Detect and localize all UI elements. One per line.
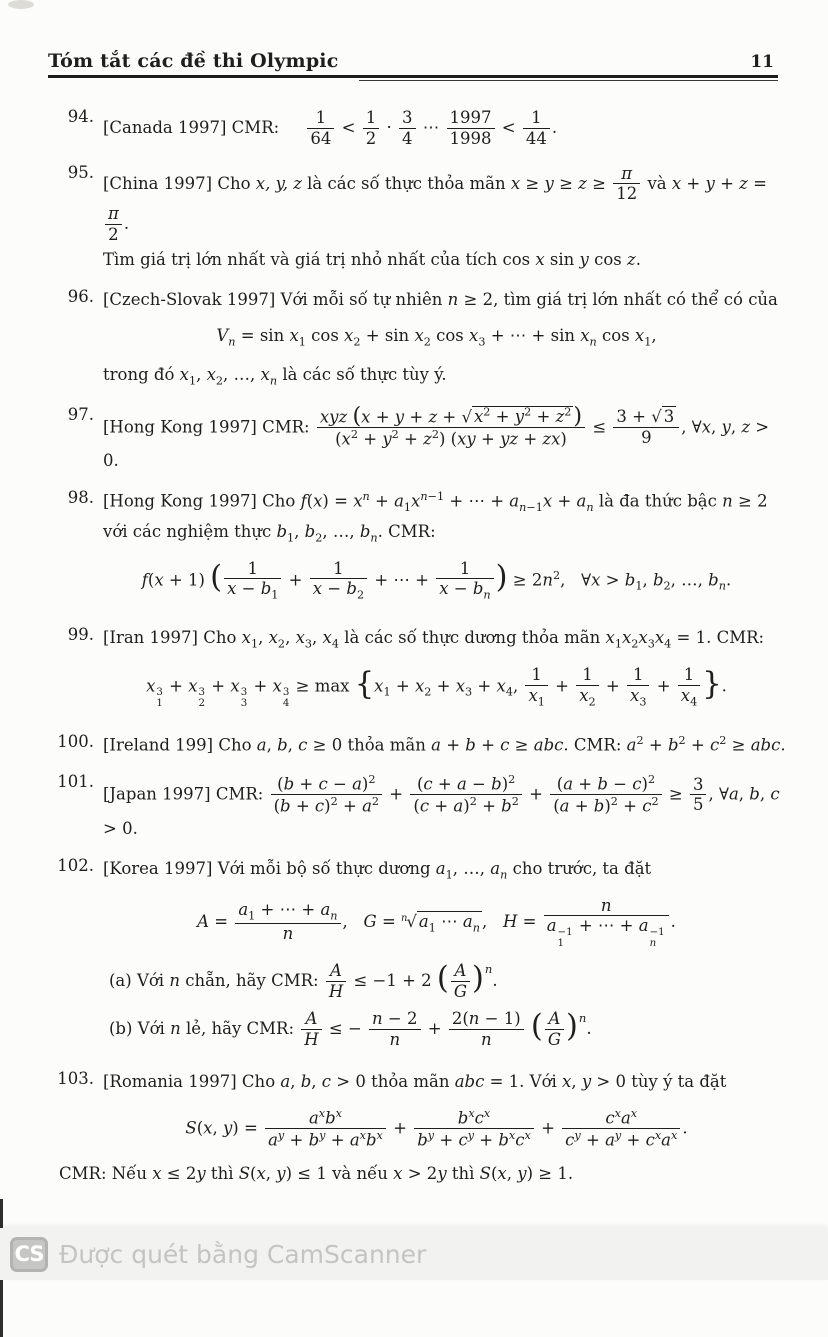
problem-number: 101.	[57, 772, 94, 792]
problem-97	[48, 403, 788, 477]
paragraph: (b) Với n lẻ, hãy CMR: $\frac{A}{H}$ ≤ − $\frac{n - 2}{n}$ + $\frac{2(n - 1)}{n}$ ( $\frac{A}{G}$ )$^n$.	[109, 1009, 592, 1050]
paragraph: [Canada 1997] CMR: $\frac{1}{64}$ < $\frac{1}{2}$ · $\frac{3}{4}$ ⋯ $\frac{1997}{1998}$ < $\frac{1}{44}$ .	[103, 108, 558, 148]
display-formula: $V_n = \sin x_1$ $\cos x_2 + \sin x_2$ $\cos x_3$ + ⋯ + $\sin x_n$ $\cos x_1$,	[216, 326, 657, 349]
problem-number: 100.	[57, 731, 94, 751]
camscanner-bar	[0, 1228, 828, 1280]
problem-body	[103, 854, 788, 1058]
display-formula: x 3 1 + x 3 2 + x 3 3 + x 3 4 ≥ $\max \{x_1 + x_2 + x_3 + x_4$, $\frac{1}{x_1}$ + $\frac{1}{x_2}$ + $\frac{1}{x_3}$ + $\frac{1}{x_4}$ }.	[146, 665, 727, 709]
paragraph: [Ireland 199] Cho a, b, c ≥ 0 thỏa mãn a + b + c ≥ abc. CMR: $a^2 + b^2 + c^2$ ≥ abc.	[103, 733, 786, 755]
problem-101	[48, 770, 788, 844]
paragraph: [Romania 1997] Cho a, b, c > 0 thỏa mãn abc = 1. Với x, y > 0 tùy ý ta đặt	[103, 1071, 727, 1091]
paragraph: trong đó $x_1$, $x_2$, …, $x_n$ là các số thực tùy ý.	[103, 365, 447, 388]
problem-number: 102.	[57, 855, 94, 875]
paragraph: [Korea 1997] Với mỗi bộ số thực dương $a_1$, …, $a_n$ cho trước, ta đặt	[103, 858, 652, 881]
problem-98	[48, 486, 788, 614]
paragraph: CMR: Nếu x ≤ 2y thì S(x, y) ≤ 1 và nếu x > 2y thì S(x, y) ≥ 1.	[59, 1164, 574, 1184]
problem-95	[48, 161, 788, 276]
running-title: Tóm tắt các đề thi Olympic	[48, 50, 339, 72]
paragraph: [Hong Kong 1997] Cho $f(x) = x^n + a_1x^{n-1}$ + ⋯ + $a_{n-1}x + a_n$ là đa thức bậc n ≥ 2	[103, 489, 768, 514]
problem-100	[48, 730, 788, 761]
header-rule	[48, 75, 778, 78]
camscanner-logo-icon: CS	[10, 1237, 48, 1272]
problem-body	[103, 403, 788, 477]
display-formula: A = $\frac{a_1 + \cdots + a_n}{n}$ , G = $^n$√ $a_1$ ⋯ $a_n$ , H = n a −1 1 + ⋯ + a −1 n .	[197, 895, 676, 949]
problem-99	[48, 623, 788, 721]
paragraph: [China 1997] Cho x, y, z là các số thực thỏa mãn x ≥ y ≥ z ≥ $\frac{\pi}{12}$ và x + y + z = $\frac{\pi}{2}$ .	[103, 163, 767, 244]
problem-number: 95.	[67, 162, 94, 182]
problem-number: 103.	[57, 1068, 94, 1088]
display-formula: S(x, y) = $a^xb^x$ $a^y + b^y + a^xb^x$ + $b^xc^x$ $b^y + c^y + b^xc^x$ + $c^xa^x$ $c^y + a^y + c^xa^x$ .	[185, 1106, 688, 1150]
problem-number: 96.	[67, 286, 94, 306]
problem-103	[48, 1067, 788, 1190]
paragraph: (a) Với n chẵn, hãy CMR: $\frac{A}{H}$ ≤ −1 + 2 ( $\frac{A}{G}$ )$^n$.	[109, 960, 498, 1001]
problem-number: 97.	[67, 404, 94, 424]
paragraph: Tìm giá trị lớn nhất và giá trị nhỏ nhất của tích cos x sin y cos z.	[103, 249, 641, 269]
problem-body	[103, 486, 788, 614]
display-formula: f(x + 1) ( $\frac{1}{x - b_1}$ + $\frac{1}{x - b_2}$ + ⋯ + $\frac{1}{x - b_n}$ ) ≥ $2n^2$, ∀x > $b_1$, $b_2$, …, $b_n$.	[141, 558, 732, 602]
problems	[48, 105, 788, 1190]
problem-body	[103, 105, 788, 152]
problem-body	[103, 161, 788, 276]
scan-smudge	[8, 0, 34, 9]
camscanner-watermark-text: Được quét bằng CamScanner	[59, 1239, 427, 1269]
page-number: 11	[750, 52, 774, 72]
problem-number: 99.	[67, 625, 94, 645]
header-rule-thin	[359, 80, 778, 81]
problem-number: 98.	[67, 487, 94, 507]
paragraph: [Hong Kong 1997] CMR: xyz (x + y + z + √ $x^2 + y^2 + z^2$) $(x^2 + y^2 + z^2) (xy$ + yz + zx) ≤ $\frac{3 + √ 3}{9}$ , ∀x, y, z > 0.	[103, 403, 770, 471]
page-header	[48, 50, 788, 72]
problem-body	[103, 770, 788, 844]
paragraph: với các nghiệm thực $b_1$, $b_2$, …, $b_n$. CMR:	[103, 521, 436, 544]
paragraph: [Iran 1997] Cho $x_1$, $x_2$, $x_3$, $x_4$ là các số thực dương thỏa mãn $x_1x_2x_3x_4 = 1$. CMR:	[103, 628, 765, 651]
problem-body	[103, 285, 788, 394]
problem-body	[103, 730, 788, 761]
paragraph: [Czech-Slovak 1997] Với mỗi số tự nhiên n ≥ 2, tìm giá trị lớn nhất có thể có của	[103, 289, 778, 309]
problem-102	[48, 854, 788, 1058]
problem-96	[48, 285, 788, 394]
problem-body	[103, 623, 788, 721]
problem-94	[48, 105, 788, 152]
paragraph: [Japan 1997] CMR: $\frac{(b + c - a)^2}{(b + c)^2 + a^2}$ + $\frac{(c + a - b)^2}{(c + a)^2 + b^2}$ + $\frac{(a + b - c)^2}{(a + b)^2 + c^2}$ ≥ $\frac{3}{5}$ , ∀a, b, c > 0.	[103, 773, 780, 838]
problem-number: 94.	[67, 107, 94, 126]
